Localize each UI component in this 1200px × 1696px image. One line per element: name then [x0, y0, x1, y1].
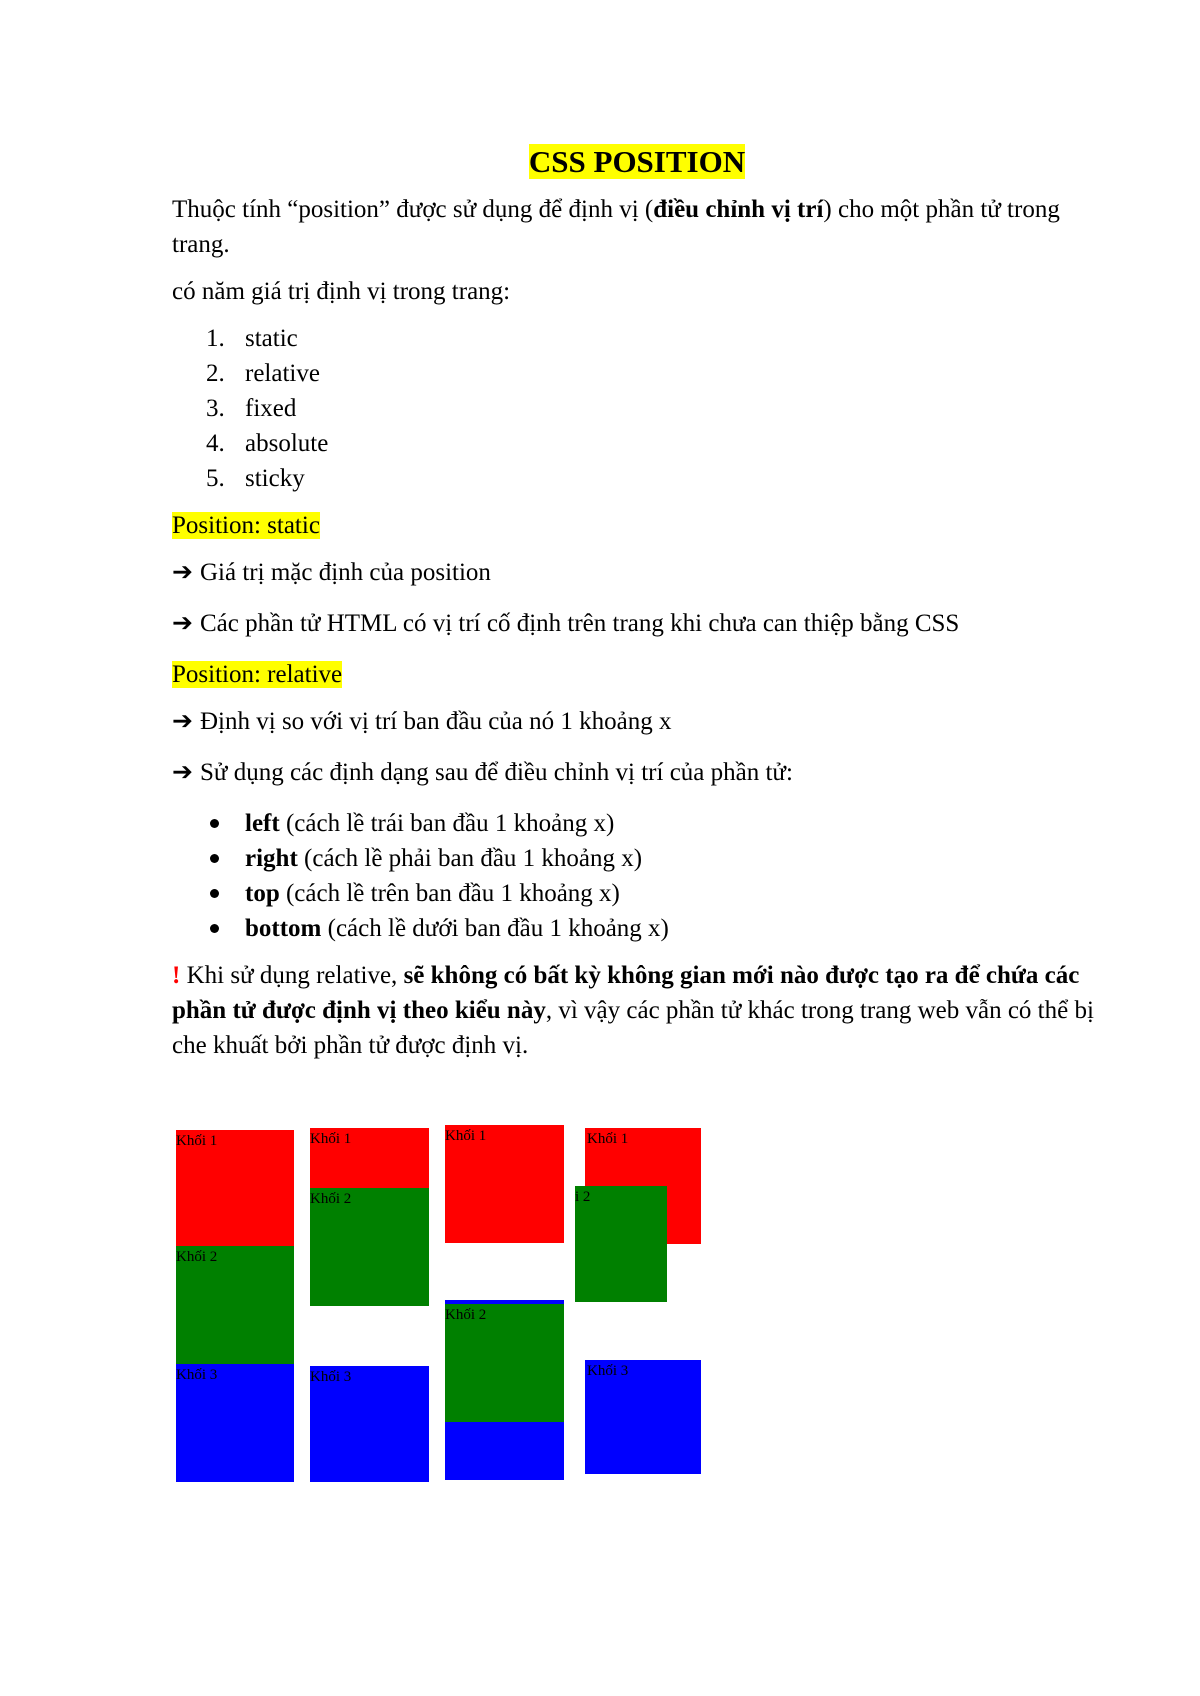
list-item: bottom (cách lề dưới ban đầu 1 khoảng x)	[172, 911, 1102, 946]
relative-line-2: ➔ Sử dụng các định dạng sau để điều chỉnh vị trí của phần tử:	[172, 755, 1102, 790]
list-item: 5. sticky	[206, 465, 305, 492]
list-item: right (cách lề phải ban đầu 1 khoảng x)	[172, 841, 1102, 876]
intro-count: có năm giá trị định vị trong trang:	[172, 278, 511, 305]
list-item: top (cách lề trên ban đầu 1 khoảng x)	[172, 876, 1102, 911]
list-item: 2. relative	[206, 360, 320, 387]
list-item: 1. static	[206, 325, 298, 352]
demo-block-2: Khối 2	[310, 1188, 429, 1306]
relative-warning: ! Khi sử dụng relative, sẽ không có bất kỳ không gian mới nào được tạo ra để chứa các phần tử được định vị theo kiểu này, vì vậy các phần tử khác trong trang web vẫn có thể bị che khuất bởi phần tử được định vị.	[172, 962, 1094, 1059]
demo-block-1: Khối 1	[585, 1128, 701, 1244]
arrow-right-icon: ➔	[172, 559, 193, 586]
position-values-list	[172, 321, 1102, 496]
relative-line-1: ➔ Định vị so với vị trí ban đầu của nó 1 khoảng x	[172, 704, 1102, 739]
bullet-icon	[210, 889, 219, 898]
demo-block-1: Khối 1	[176, 1130, 294, 1246]
relative-props-list	[172, 806, 1102, 946]
demo-block-3: Khối 3	[310, 1366, 429, 1482]
arrow-right-icon: ➔	[172, 610, 193, 637]
demo-block-2: Khối 2	[445, 1304, 564, 1422]
demo-block-1: Khối 1	[445, 1125, 564, 1243]
bullet-icon	[210, 854, 219, 863]
static-heading: Position: static	[172, 512, 320, 539]
intro-paragraph: Thuộc tính “position” được sử dụng để định vị (điều chỉnh vị trí) cho một phần tử trong trang.	[172, 196, 1060, 258]
demo-block-3: Khối 3	[176, 1364, 294, 1482]
demo-block-3: Khối 3	[585, 1360, 701, 1474]
demo-block-1: Khối 1	[310, 1128, 429, 1246]
list-item: 4. absolute	[206, 430, 329, 457]
list-item: 3. fixed	[206, 395, 297, 422]
relative-heading: Position: relative	[172, 661, 343, 688]
warning-icon: !	[172, 962, 181, 989]
arrow-right-icon: ➔	[172, 708, 193, 735]
bullet-icon	[210, 819, 219, 828]
page-title: CSS POSITION	[528, 144, 746, 179]
arrow-right-icon: ➔	[172, 759, 193, 786]
demo-block-2: Khối 2	[176, 1246, 294, 1364]
demo-block-2: i 2	[575, 1186, 667, 1302]
static-line-2: ➔ Các phần tử HTML có vị trí cố định trên trang khi chưa can thiệp bằng CSS	[172, 606, 1102, 641]
list-item: left (cách lề trái ban đầu 1 khoảng x)	[172, 806, 1102, 841]
bullet-icon	[210, 924, 219, 933]
static-line-1: ➔ Giá trị mặc định của position	[172, 555, 1102, 590]
document-page	[172, 140, 1102, 1075]
